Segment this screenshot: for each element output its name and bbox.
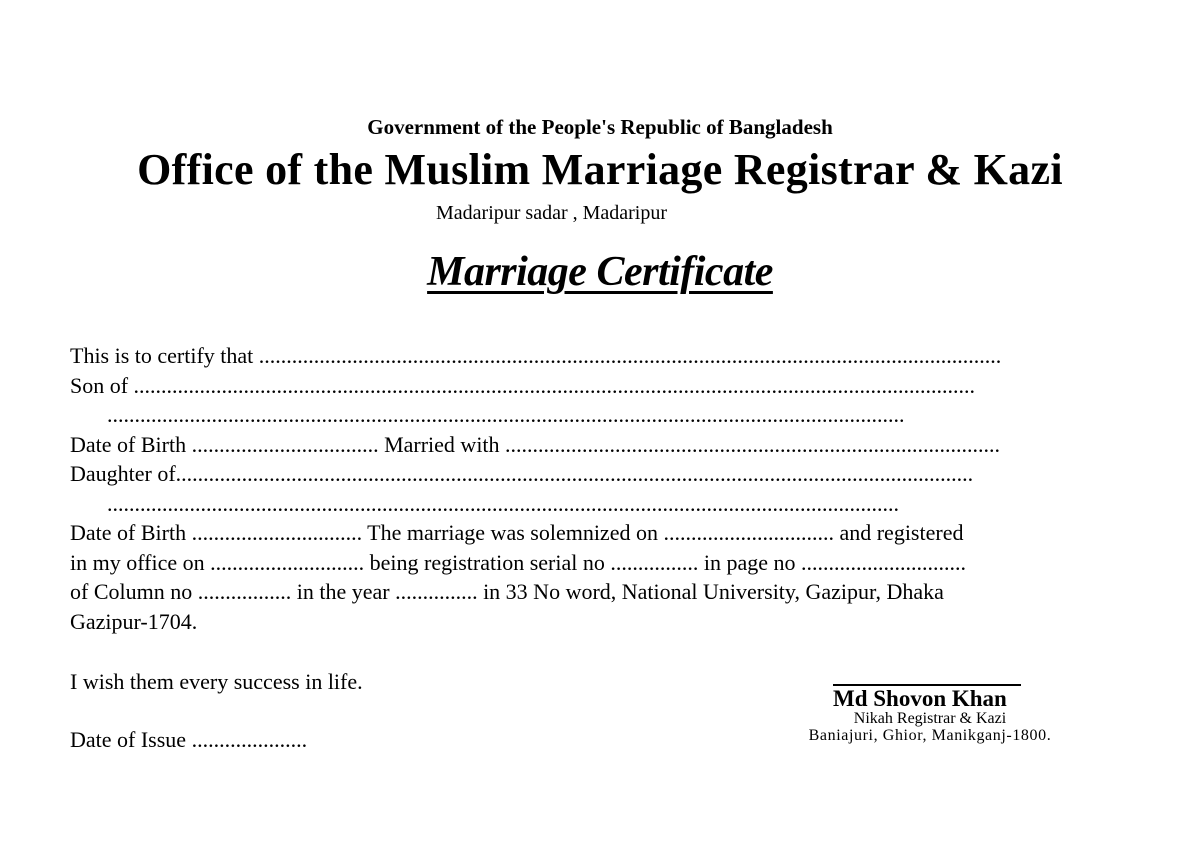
signatory-name: Md Shovon Khan xyxy=(833,686,1007,711)
government-heading: Government of the People's Republic of Bangladesh xyxy=(367,115,833,139)
body-line-groom-dob: Date of Birth .................................. Married with .......................................................................................... xyxy=(70,431,1001,457)
body-line-column: of Column no ................. in the year ............... in 33 No word, National University, Gazipur, Dhaka xyxy=(70,579,944,604)
certificate-title-text: Marriage Certificate xyxy=(427,249,773,295)
closing-wish: I wish them every success in life. xyxy=(70,669,363,694)
office-heading: Office of the Muslim Marriage Registrar & Kazi xyxy=(137,145,1063,194)
certificate-body xyxy=(70,341,1140,636)
body-line-son-of: Son of ......................................................................................................................................................... xyxy=(70,372,976,398)
body-line-registration: in my office on ............................ being registration serial no ................ in page no .............................. xyxy=(70,549,966,575)
body-line-postcode: Gazipur-1704. xyxy=(70,608,198,634)
office-location: Madaripur sadar , Madaripur xyxy=(436,202,668,224)
body-line-daughter-of-continued: ................................................................................................................................................ xyxy=(107,490,899,516)
body-line-certify: This is to certify that ....................................................................................................................................... xyxy=(70,343,1002,368)
signatory-address: Baniajuri, Ghior, Manikganj-1800. xyxy=(808,727,1052,744)
certificate-title xyxy=(0,246,1200,298)
body-line-bride-dob: Date of Birth ............................... The marriage was solemnized on ............................... and registered xyxy=(70,520,964,545)
signatory-title: Nikah Registrar & Kazi xyxy=(853,710,1007,727)
body-line-daughter-of: Daughter of................................................................................................................................................. xyxy=(70,461,974,486)
body-line-son-of-continued: ................................................................................................................................................. xyxy=(107,402,905,427)
date-of-issue: Date of Issue ..................... xyxy=(70,727,308,752)
